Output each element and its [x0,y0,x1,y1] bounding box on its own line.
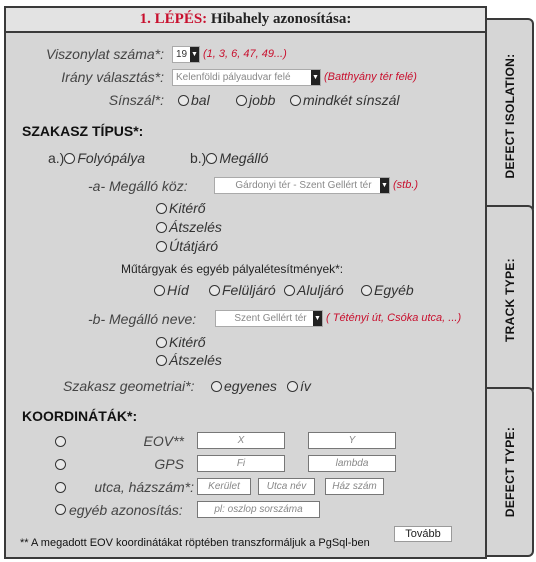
chevron-down-icon[interactable]: ▼ [311,70,320,85]
stop-name-hint: ( Tétényi út, Csóka utca, ...) [326,312,462,324]
next-button[interactable]: Tovább [394,526,452,542]
eov-footnote: ** A megadott EOV koordinátákat röptében transzformáljuk a PgSql-ben [20,537,370,549]
stop-between-label: -a- Megálló köz: [88,178,188,194]
radio-icon[interactable] [209,285,220,296]
structure-overpass[interactable]: Felüljáró [209,282,276,298]
radio-icon[interactable] [290,95,301,106]
connection-value: 19 [176,49,188,60]
structures-heading: Műtárgyak és egyéb pályalétesítmények*: [121,262,344,276]
tab-defect-isolation[interactable]: DEFECT ISOLATION: [487,18,534,214]
radio-icon[interactable] [156,203,167,214]
chevron-down-icon[interactable]: ▼ [380,178,389,193]
stop-name-value: Szent Gellért tér [234,313,307,324]
tab-track-type[interactable]: TRACK TYPE: [487,205,534,395]
direction-select[interactable] [172,69,321,86]
connection-label: Viszonylat száma*: [45,46,164,62]
stop-between-opt-crossing[interactable]: Átszelés [156,219,222,235]
street-input[interactable]: Utca név [258,478,315,495]
radio-icon[interactable] [154,285,165,296]
eov-label: EOV** [143,433,184,449]
radio-icon[interactable] [156,337,167,348]
stop-name-select[interactable] [215,310,323,327]
direction-label: Irány választás*: [61,69,164,85]
address-label: utca, házszám*: [94,479,194,495]
radio-icon[interactable] [64,153,75,164]
step-number: 1. LÉPÉS: [139,11,208,27]
stop-between-select[interactable] [214,177,390,194]
geometry-straight[interactable]: egyenes [211,378,277,394]
section-type-b[interactable]: b.) Megálló [190,150,269,166]
other-id-label: egyéb azonosítás: [69,502,183,518]
radio-icon[interactable] [55,459,66,470]
geometry-label: Szakasz geometriai*: [63,378,195,394]
radio-icon[interactable] [287,381,298,392]
house-number-input[interactable]: Ház szám [325,478,384,495]
gps-label: GPS [154,456,184,472]
stop-name-label: -b- Megálló neve: [88,311,197,327]
radio-icon[interactable] [284,285,295,296]
radio-icon[interactable] [156,355,167,366]
radio-icon[interactable] [156,222,167,233]
section-type-heading: SZAKASZ TÍPUS*: [22,123,144,139]
eov-y-input[interactable]: Y [308,432,396,449]
tab-defect-type[interactable]: DEFECT TYPE: [487,387,534,557]
step-tabs [487,0,536,562]
stop-between-value: Gárdonyi tér - Szent Gellért tér [235,180,372,191]
chevron-down-icon[interactable]: ▼ [190,47,199,62]
chevron-down-icon[interactable]: ▼ [313,311,322,326]
structure-underpass[interactable]: Aluljáró [284,282,344,298]
rail-option-right[interactable]: jobb [236,92,275,108]
connection-select[interactable] [172,46,200,63]
rail-option-both[interactable]: mindkét sínszál [290,92,399,108]
radio-icon[interactable] [55,482,66,493]
structure-other[interactable]: Egyéb [361,282,414,298]
stop-name-opt-turnout[interactable]: Kitérő [156,334,206,350]
step-title: Hibahely azonosítása: [210,11,352,27]
step-panel [4,6,487,559]
radio-icon[interactable] [236,95,247,106]
coordinates-heading: KOORDINÁTÁK*: [22,408,138,424]
stop-between-opt-level-crossing[interactable]: Útátjáró [156,238,218,254]
radio-icon[interactable] [206,153,217,164]
structure-bridge[interactable]: Híd [154,282,189,298]
rail-label: Sínszál*: [108,92,164,108]
radio-icon[interactable] [178,95,189,106]
other-id-input[interactable]: pl: oszlop sorszáma [197,501,320,518]
connection-hint: (1, 3, 6, 47, 49...) [203,48,287,60]
panel-header [6,8,485,33]
radio-icon[interactable] [361,285,372,296]
district-input[interactable]: Kerület [197,478,251,495]
eov-x-input[interactable]: X [197,432,285,449]
geometry-curve[interactable]: ív [287,378,311,394]
radio-icon[interactable] [55,504,66,515]
direction-value: Kelenföldi pályaudvar felé [176,72,291,83]
radio-icon[interactable] [55,436,66,447]
gps-fi-input[interactable]: Fi [197,455,285,472]
direction-hint: (Batthyány tér felé) [324,71,417,83]
rail-option-left[interactable]: bal [178,92,210,108]
section-type-a[interactable]: a.) Folyópálya [48,150,146,166]
stop-between-hint: (stb.) [393,179,419,191]
stop-between-opt-turnout[interactable]: Kitérő [156,200,206,216]
stop-name-opt-crossing[interactable]: Átszelés [156,352,222,368]
gps-lambda-input[interactable]: lambda [308,455,396,472]
radio-icon[interactable] [211,381,222,392]
radio-icon[interactable] [156,241,167,252]
